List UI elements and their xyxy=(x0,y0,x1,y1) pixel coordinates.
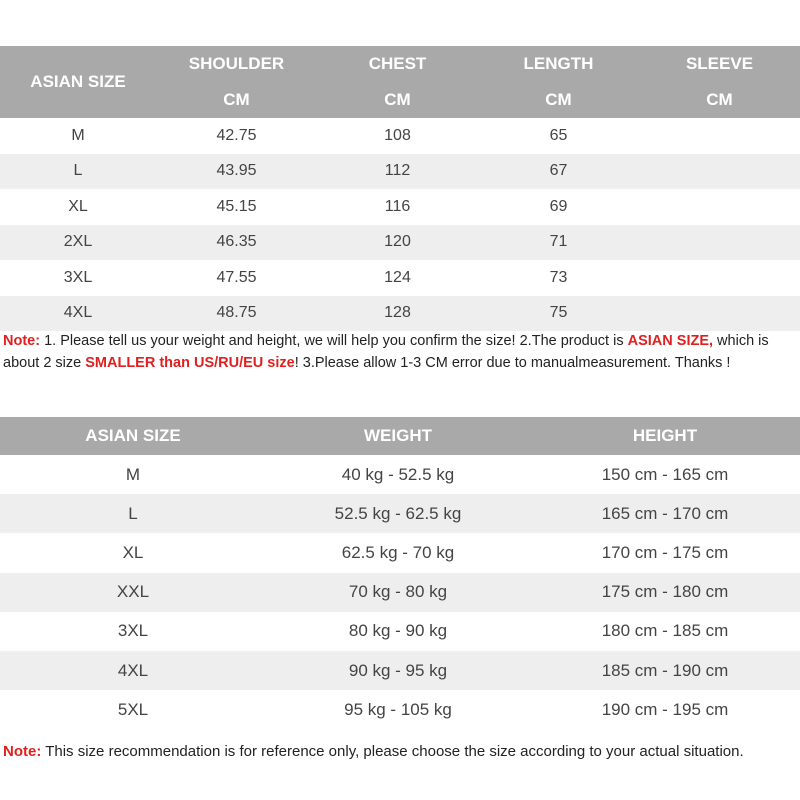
cell-size: M xyxy=(125,464,141,484)
cell-length: 67 xyxy=(549,162,568,180)
table-row xyxy=(0,225,800,261)
cell-chest: 120 xyxy=(384,233,411,251)
header-weight: WEIGHT xyxy=(364,426,432,445)
cell-length: 65 xyxy=(549,126,568,144)
cell-length: 73 xyxy=(549,268,568,286)
header-length-unit: CM xyxy=(545,90,572,109)
table-row xyxy=(0,455,800,494)
cell-length: 75 xyxy=(549,304,568,322)
weight-height-body xyxy=(0,455,800,729)
cell-chest: 124 xyxy=(384,268,411,286)
cell-size: M xyxy=(71,126,85,144)
cell-weight: 62.5 kg - 70 kg xyxy=(341,542,455,562)
cell-shoulder: 45.15 xyxy=(216,197,257,215)
table-row xyxy=(0,296,800,332)
cell-sleeve xyxy=(639,118,800,154)
table-row xyxy=(0,494,800,533)
header-chest-label: CHEST xyxy=(368,54,427,73)
table-row xyxy=(0,651,800,690)
note-label: Note: xyxy=(3,333,41,349)
weight-height-header xyxy=(0,417,800,455)
header-shoulder-unit: CM xyxy=(223,90,250,109)
cell-shoulder: 43.95 xyxy=(216,162,257,180)
header-height: HEIGHT xyxy=(632,426,698,445)
cell-length: 69 xyxy=(549,197,568,215)
table-row xyxy=(0,612,800,651)
cell-chest: 108 xyxy=(384,126,411,144)
cell-size: XL xyxy=(68,197,88,215)
cell-size: 2XL xyxy=(63,233,93,251)
cell-size: L xyxy=(73,162,83,180)
weight-height-table xyxy=(0,417,800,729)
header-chest xyxy=(317,46,478,118)
cell-size: 3XL xyxy=(63,268,93,286)
header-chest-unit: CM xyxy=(384,90,411,109)
size-chart-body xyxy=(0,118,800,331)
cell-height: 170 cm - 175 cm xyxy=(601,542,729,562)
header-shoulder-label: SHOULDER xyxy=(188,54,285,73)
size-chart-table xyxy=(0,46,800,331)
cell-size: L xyxy=(128,503,138,523)
note-text-part3: ! 3.Please allow 1-3 CM error due to manualmeasurement. Thanks ! xyxy=(294,355,731,371)
cell-size: 5XL xyxy=(117,699,149,719)
table-row xyxy=(0,260,800,296)
cell-sleeve xyxy=(639,225,800,261)
table-row xyxy=(0,118,800,154)
note-text-part1: 1. Please tell us your weight and height, we will help you confirm the size! 2.The product is xyxy=(40,333,628,349)
cell-shoulder: 42.75 xyxy=(216,126,257,144)
cell-height: 185 cm - 190 cm xyxy=(601,660,729,680)
table-row xyxy=(0,154,800,190)
table-row xyxy=(0,189,800,225)
cell-size: 4XL xyxy=(63,304,93,322)
cell-shoulder: 47.55 xyxy=(216,268,257,286)
cell-height: 180 cm - 185 cm xyxy=(601,621,729,641)
note-size-advice xyxy=(3,330,797,374)
cell-sleeve xyxy=(639,296,800,332)
cell-height: 175 cm - 180 cm xyxy=(601,582,729,602)
cell-weight: 90 kg - 95 kg xyxy=(348,660,448,680)
header-asian-size: ASIAN SIZE xyxy=(30,72,126,91)
table-row xyxy=(0,573,800,612)
cell-size: 4XL xyxy=(117,660,149,680)
cell-size: XXL xyxy=(116,582,150,602)
cell-size: XL xyxy=(122,542,144,562)
size-chart-header xyxy=(0,46,800,118)
cell-height: 150 cm - 165 cm xyxy=(601,464,729,484)
header-shoulder xyxy=(156,46,317,118)
cell-size: 3XL xyxy=(117,621,149,641)
cell-height: 190 cm - 195 cm xyxy=(601,699,729,719)
note2-label: Note: xyxy=(3,743,42,760)
cell-chest: 116 xyxy=(384,197,411,215)
cell-chest: 128 xyxy=(384,304,411,322)
cell-chest: 112 xyxy=(384,162,411,180)
cell-length: 71 xyxy=(549,233,568,251)
cell-weight: 52.5 kg - 62.5 kg xyxy=(334,503,462,523)
note-smaller-warning: SMALLER than US/RU/EU size xyxy=(85,355,295,371)
header-length-label: LENGTH xyxy=(523,54,594,73)
cell-weight: 70 kg - 80 kg xyxy=(348,582,448,602)
table-row xyxy=(0,690,800,729)
cell-height: 165 cm - 170 cm xyxy=(601,503,729,523)
cell-sleeve xyxy=(639,189,800,225)
cell-weight: 40 kg - 52.5 kg xyxy=(341,464,455,484)
header-sleeve-unit: CM xyxy=(706,90,733,109)
header-length xyxy=(478,46,639,118)
header-asian-size-2: ASIAN SIZE xyxy=(85,426,181,445)
note2-text: This size recommendation is for reference only, please choose the size according to your actual situation. xyxy=(41,743,744,760)
note-reference xyxy=(3,740,797,763)
cell-shoulder: 48.75 xyxy=(216,304,257,322)
cell-weight: 80 kg - 90 kg xyxy=(348,621,448,641)
cell-weight: 95 kg - 105 kg xyxy=(344,699,452,719)
cell-sleeve xyxy=(639,260,800,296)
table-row xyxy=(0,533,800,572)
cell-sleeve xyxy=(639,154,800,190)
note-text-part2: which is about 2 size xyxy=(3,333,769,371)
note-asian-size: ASIAN SIZE, xyxy=(627,333,714,349)
cell-shoulder: 46.35 xyxy=(216,233,257,251)
header-sleeve-label: SLEEVE xyxy=(685,54,754,73)
header-sleeve xyxy=(639,46,800,118)
